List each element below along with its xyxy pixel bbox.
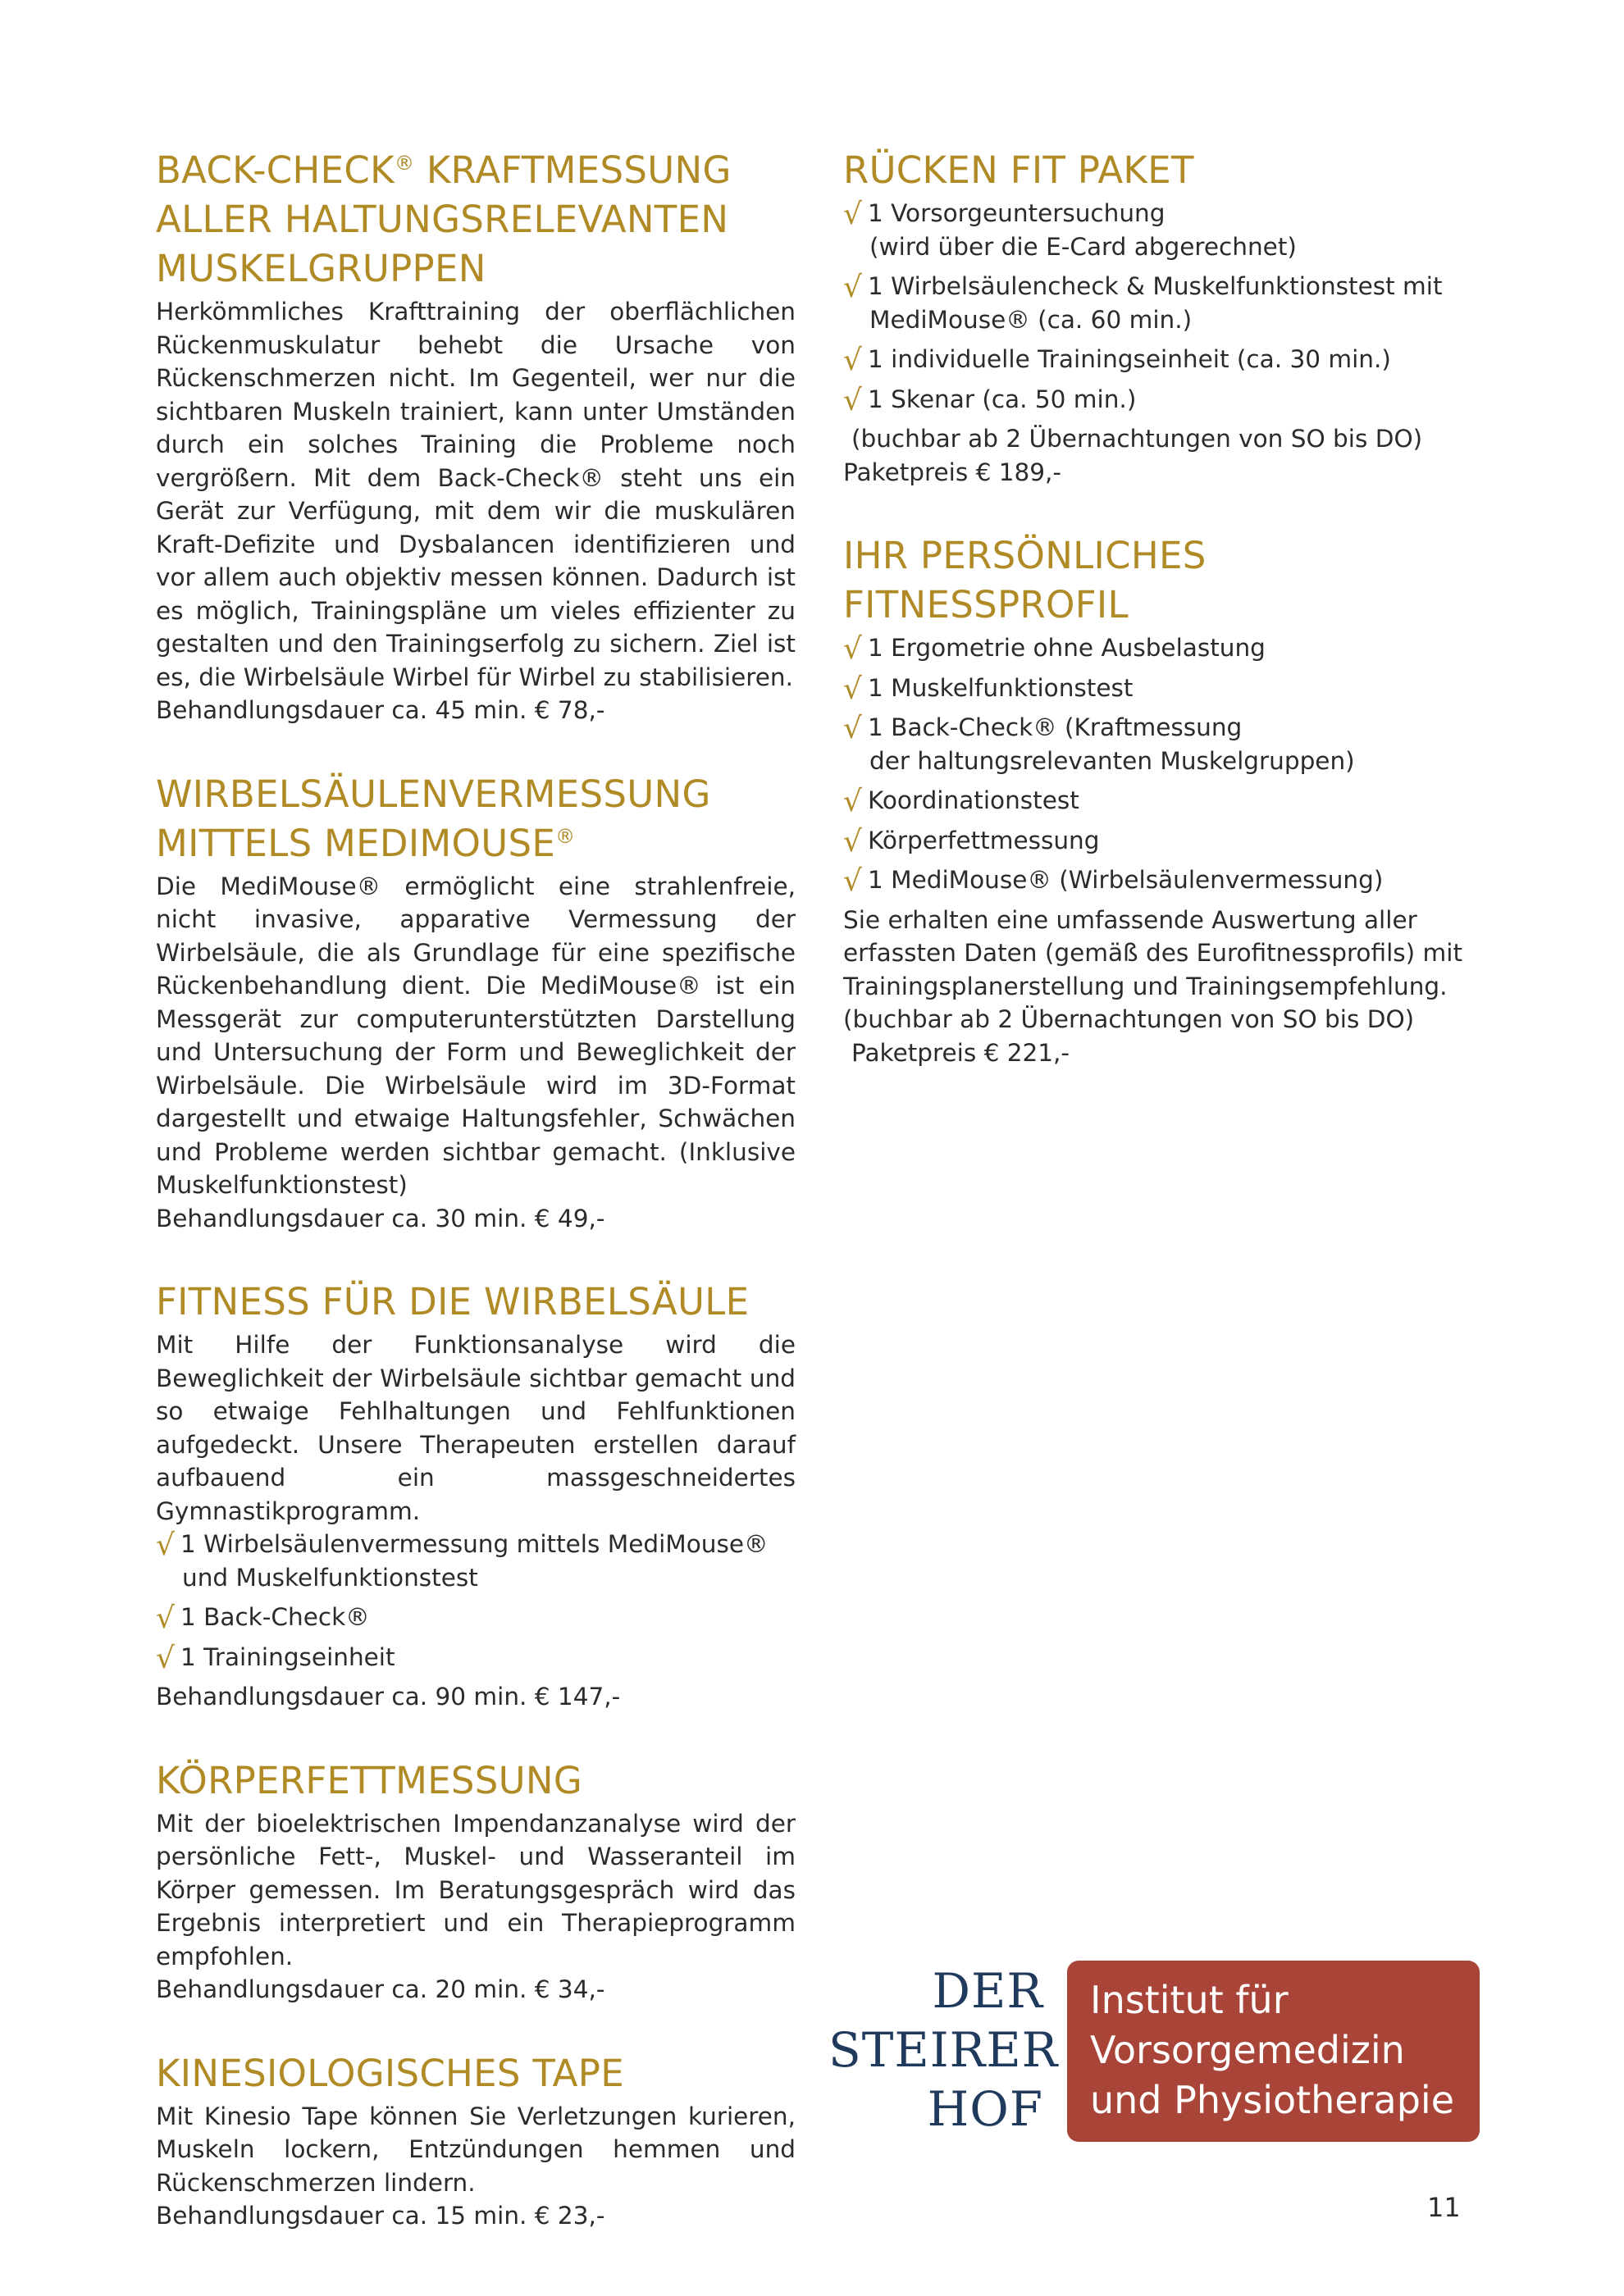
section-fitnessprofil [843,531,1483,1069]
checkmark-icon: √ [843,632,862,666]
back-check-duration: Behandlungsdauer ca. 45 min. € 78,- [156,696,605,724]
ruecken-fit-checklist [843,197,1483,416]
institute-badge: Institut für Vorsorgemedizin und Physiotherapie [1067,1961,1480,2142]
fitness-checklist [156,1528,796,1674]
ruecken-fit-booking-note: (buchbar ab 2 Übernachtungen von SO bis DO) [851,425,1423,453]
medimouse-body: Die MediMouse® ermöglicht eine strahlenfreie, nicht invasive, apparative Vermessung der Wirbelsäule, die als Grundlage für eine spezifische Rückenbehandlung dient. Die MediMouse® ist ein Messgerät zur computerunterstützten Darstellung und Untersuchung der Form und Beweglichkeit der Wirbelsäule. Die Wirbelsäule wird im 3D-Format dargestellt und etwaige Haltungsfehler, Schwächen und Probleme werden sichtbar gemacht. (Inklusive Muskelfunktionstest) [156,872,796,1199]
section-tape [156,2049,796,2233]
list-item: √ 1 Back-Check® (Kraftmessung der haltungsrelevanten Muskelgruppen) [843,712,1355,775]
koerperfett-title: KÖRPERFETTMESSUNG [156,1758,583,1802]
list-item: √ 1 Vorsorgeuntersuchung (wird über die E-Card abgerechnet) [843,198,1297,261]
checkmark-icon: √ [843,864,862,898]
list-item: √ Körperfettmessung [843,824,1100,859]
list-item: √ 1 MediMouse® (Wirbelsäulenvermessung) [843,864,1384,898]
list-item: √ 1 Muskelfunktionstest [843,672,1134,706]
section-back-check [156,146,796,727]
section-ruecken-fit [843,146,1483,489]
back-check-body: Herkömmliches Krafttraining der oberflächlichen Rückenmuskulatur behebt die Ursache von Rückenschmerzen nicht. Im Gegenteil, wer nur die sichtbaren Muskeln trainiert, kann unter Umständen durch ein solches Training die Probleme noch vergrößern. Mit dem Back-Check® steht uns ein Gerät zur Verfügung, mit dem wir die muskulären Kraft-Defizite und Dysbalancen identifizieren und vor allem auch objektiv messen können. Dadurch ist es möglich, Trainingspläne um vieles effizienter zu gestalten und den Trainingserfolg zu sichern. Ziel ist es, die Wirbelsäule Wirbel für Wirbel zu stabilisieren. [156,298,796,691]
list-item: √ 1 Ergometrie ohne Ausbelastung [843,632,1266,666]
ruecken-fit-title: RÜCKEN FIT PAKET [843,148,1194,192]
fitnessprofil-description: Sie erhalten eine umfassende Auswertung aller erfassten Daten (gemäß des Eurofitnessprofils) mit Trainingsplanerstellung und Trainingsempfehlung. [843,905,1463,1000]
fitnessprofil-checklist [843,631,1483,897]
fitness-body: Mit Hilfe der Funktionsanalyse wird die Beweglichkeit der Wirbelsäule sichtbar gemacht und so etwaige Fehlhaltungen und Fehlfunktionen aufgedeckt. Unsere Therapeuten erstellen darauf aufbauend ein massgeschneidertes Gymnastikprogramm. [156,1331,796,1525]
steirerhof-logo: DER STEIRER HOF [828,1963,1059,2137]
fitnessprofil-booking-note: (buchbar ab 2 Übernachtungen von SO bis DO) [843,1005,1415,1033]
list-item: √ 1 Skenar (ca. 50 min.) [843,383,1137,417]
koerperfett-body: Mit der bioelektrischen Impendanzanalyse wird der persönliche Fett-, Muskel- und Wasseranteil im Körper gemessen. Im Beratungsgespräch wird das Ergebnis interpretiert und ein Therapieprogramm empfohlen. [156,1809,796,1970]
checkmark-icon: √ [843,344,862,377]
section-koerperfett [156,1756,796,2007]
back-check-title: BACK-CHECK® KRAFTMESSUNG ALLER HALTUNGSRELEVANTEN MUSKELGRUPPEN [156,148,732,290]
left-column [156,146,796,2276]
medimouse-duration: Behandlungsdauer ca. 30 min. € 49,- [156,1204,605,1232]
fitness-duration: Behandlungsdauer ca. 90 min. € 147,- [156,1683,621,1711]
ruecken-fit-price: Paketpreis € 189,- [843,458,1062,486]
list-item: √ 1 Wirbelsäulenvermessung mittels MediMouse® und Muskelfunktionstest [156,1528,769,1592]
list-item: √ 1 Wirbelsäulencheck & Muskelfunktionstest mit MediMouse® (ca. 60 min.) [843,271,1443,334]
list-item: √ 1 individuelle Trainingseinheit (ca. 30 min.) [843,344,1391,377]
list-item: √ Koordinationstest [843,785,1079,818]
medimouse-title: WIRBELSÄULENVERMESSUNG MITTELS MEDIMOUSE® [156,772,711,865]
checkmark-icon: √ [843,271,862,304]
page-number: 11 [1427,2192,1461,2223]
checkmark-icon: √ [843,672,862,706]
checkmark-icon: √ [843,198,862,231]
koerperfett-duration: Behandlungsdauer ca. 20 min. € 34,- [156,1975,605,2003]
checkmark-icon: √ [843,824,862,859]
checkmark-icon: √ [843,712,862,745]
list-item: √ 1 Back-Check® [156,1601,370,1635]
fitnessprofil-title: IHR PERSÖNLICHES FITNESSPROFIL [843,534,1207,626]
checkmark-icon: √ [156,1528,175,1562]
tape-body: Mit Kinesio Tape können Sie Verletzungen kurieren, Muskeln lockern, Entzündungen hemmen und Rückenschmerzen lindern. [156,2102,796,2197]
tape-title: KINESIOLOGISCHES TAPE [156,2051,624,2095]
fitness-title: FITNESS FÜR DIE WIRBELSÄULE [156,1280,750,1323]
fitnessprofil-price: Paketpreis € 221,- [851,1038,1070,1067]
checkmark-icon: √ [843,383,862,417]
right-column [843,146,1483,1112]
checkmark-icon: √ [843,785,862,818]
section-medimouse [156,770,796,1236]
checkmark-icon: √ [156,1601,175,1635]
list-item: √ 1 Trainingseinheit [156,1641,395,1675]
checkmark-icon: √ [156,1641,175,1675]
tape-duration: Behandlungsdauer ca. 15 min. € 23,- [156,2202,605,2230]
section-fitness [156,1278,796,1714]
